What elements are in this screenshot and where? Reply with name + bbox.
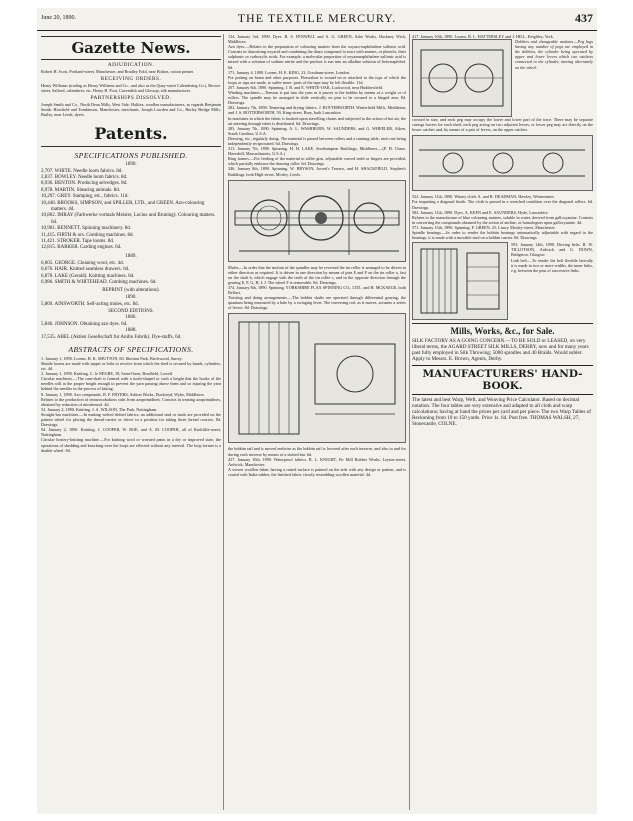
list-item: 6,870. LAKE (Gerald). Knitting machines. 6d. bbox=[41, 273, 135, 279]
abstract-paragraph: Relates to the production of tetrazocobaltous salts from azoprimidines. Consists in treating azoprimidines, obtained by reduction of nitrobenzol. 4d. bbox=[41, 396, 221, 407]
column-rule bbox=[409, 34, 410, 810]
page-number: 437 bbox=[575, 11, 593, 25]
dobby-text: Dobbies and changeable motions.—Peg lags having any number of pegs are employed in the dobbies, the cylinder being operated by upper and lower levers which two ratchets connected to the cylinder, moving alternately on the wheel. bbox=[515, 39, 593, 70]
engraving-illustration bbox=[229, 181, 405, 261]
spinning-paragraph: Spindle bearings.—In order to render the bobbin bearings automatically adjustable with regard to the bearings, it is made with a movable stud on a bobbin carrier. 8d. Drawings. bbox=[412, 230, 593, 241]
column-left bbox=[41, 34, 221, 812]
list-item: 5,869. AINSWORTH. Self-acting mules, etc. 8d. bbox=[41, 302, 139, 308]
dobby-continuation: crossed in size, and each peg may occupy the lower and lower part of the trace. There may be separate casings lowers for each shaft, each peg acting on two adjacent levers, or lower peg may act directly on the lower catches and, by means of a pair of levers, on the upper catches. bbox=[412, 117, 593, 133]
specification-entry: 571. January 13th, 1890. Spinning. F. GREEN, 25, Linwy Mosley-street, Manchester. bbox=[412, 224, 556, 230]
witney-paragraph: For imparting a diagonal finish. The cloth is passed in a stretched condition over the diagonal rollers. 6d. Drawings. bbox=[412, 199, 593, 210]
patent-list-1890 bbox=[41, 169, 221, 252]
engraving-illustration bbox=[229, 314, 405, 442]
mule-gearing-engraving bbox=[228, 180, 406, 262]
column-rule bbox=[223, 34, 224, 810]
gazette-news-heading: Gazette News. bbox=[41, 36, 221, 60]
specification-entry: 417. January 10th, 1890. Looms. R. L. HATTERSLEY and J. HILL, Keighley, York. bbox=[412, 34, 554, 39]
abstract-paragraph: Circular hosiery-knitting machine.—For knitting wool or worsted pants in a dry or improved state, the operations of shedding and knocking-over the loops are effected without any interval. The loop former is a double wheel. 8d. bbox=[41, 437, 221, 453]
receiving-orders-heading: RECEIVING ORDERS. bbox=[100, 76, 162, 83]
driving-paragraph: Link belt.—To render the belt flexible laterally it is made in two or more widths, the inner links, e.g. between the pins of successive links. bbox=[511, 257, 593, 273]
year-label: 1890. bbox=[125, 161, 137, 167]
list-item: 6,676. HAIR. Knitted seamless drawers. 6d. bbox=[41, 267, 130, 273]
list-item: SECOND EDITIONS. bbox=[108, 308, 154, 314]
driving-belts-text bbox=[511, 242, 593, 320]
manufacturers-handbook-heading: MANUFACTURERS' HAND-BOOK. bbox=[412, 365, 593, 395]
handbook-advert: The latest and best Warp, Weft, and Weaving Price Calculator. Based on decimal notation. The four tables are very extensive and adapted to all cloth and warp calculations; having at hand the prices per yard and per piece. The two Warp Tables of Reckoning from 10 to 150 yards. Price 1s. 6d. Post free. THOMAS WALSH, 27, Stonecastle, COLNE. bbox=[412, 397, 591, 428]
patent-list-1889 bbox=[41, 261, 221, 287]
list-item: 10,901. BENNETT. Spinning machinery. 8d. bbox=[41, 226, 131, 232]
adjudication-text: Robert H. Scott, Portland-street, Manchester, and Bradley Fold, near Bolton, cotton printer. bbox=[41, 69, 194, 74]
year-label: 1890. bbox=[125, 295, 137, 301]
abstract-paragraph: 2. January 1, 1890. Knitting. C. le NEGRE, 18, Saint-Ouen, Bradfield, Lowell. bbox=[41, 371, 174, 377]
partnerships-heading: PARTNERSHIPS DISSOLVED. bbox=[90, 95, 172, 102]
specification-entry: 437. January 10th, 1890. Waterproof fabrics. R. L. KNIGHT, Fir Mill Rubber Works, Leyton-street, Ardwick, Manchester. bbox=[228, 456, 406, 467]
abstract-paragraph: Circular machines.—The cam-shaft is formed with a tooth-shaped or such a height that the hooks of the needles will at the proper height enough to prevent the yarn passing above them and so injuring the yarn behind the needles in the process of kitting. bbox=[41, 376, 221, 392]
silk-factory-advert: SILK FACTORY AS A GOING CONCERN.—TO BE SOLD or LEASED, on very liberal terms, the AGARD STREET SILK MILLS, DERBY, now and for many years past fully employed in Silk Throwing; 5000 spindles and 40 Braids. Would sublet. Apply to Messrs. E. Brown, Agents, Derby. bbox=[412, 338, 589, 363]
list-item: 1888. bbox=[125, 328, 137, 334]
list-item: 1886. bbox=[125, 315, 137, 321]
waterproof-paragraph: A woven woollen fabric having a raised surface is painted on the side with any design or pattern, and is coated with India-rubber, the finished fabric closely resembling woollen material. 4d. bbox=[228, 466, 406, 477]
issue-date: June 20, 1890. bbox=[41, 15, 76, 21]
list-item: 12,815. BARKER. Carding engines. 6d. bbox=[41, 245, 122, 251]
specification-entry: 282. January 7th, 1890. Tentering and drying fabrics. J. BOTTERWORTH, Winterfield Mills, Middleton, and J. S. BOTTERWORTH, 59, King-street, Bury, both Lancashire. bbox=[228, 105, 406, 116]
list-item: 8,936. BENTON. Producing selvedges. 8d. bbox=[41, 181, 128, 187]
bobbin-frame-engraving bbox=[228, 313, 406, 443]
specification-entry: 346. January 8th, 1890. Spinning. W. BRYSON, Jowett's Terrace, and H. SHACKFIELD, Stephen's Buildings, both High-street, Morley, Leeds. bbox=[228, 166, 406, 177]
specification-entry: Winding machines.—Tension is put into the yarn as it passes to the bobbin by means of a weight or of rollers. The spindle may be arranged in slide vertically on pins to be secured to a hinged arm. 8d. Drawings. bbox=[228, 90, 406, 106]
list-item: 2,707. WHITE. Needle loom fabrics. 8d. bbox=[41, 168, 123, 174]
specification-entry: 522. January 11th, 1890. Witney cloth. A. and R. DEADMAN, Hawley, Westminster. bbox=[412, 194, 555, 200]
patents-heading: Patents. bbox=[41, 124, 221, 147]
list-item: 10,802. IMRAY (Farbwerke vormals Meister, Lucius und Bruning). Colouring matters. 6d. bbox=[41, 213, 216, 225]
mules-paragraph: Mules.—In order that the motion of the spindles may be reversed the tin roller is arranged to be driven in either direction as required. It is driven in one direction by means of pins E and F on the tin roller a, fast on the shaft b, which engage with the teeth of the tin roller c, and in the opposite direction through the gearing E, F, G, H, I, J. The wheel F is removable. 8d. Drawings. bbox=[228, 264, 406, 285]
list-item: 10,448. BROOKS, SIMPSON, and SPILLER, LTD., and GREEN. Azo-colouring matters. 4d. bbox=[41, 200, 205, 212]
list-item: 11,421. STROKER. Tape looms. 8d. bbox=[41, 239, 115, 245]
abstract-paragraph: 1. January 1, 1890. Looms. H. K. SHUTTON, 60, Ilkeston Park, Birchwood, Surrey. bbox=[41, 355, 183, 361]
abstract-paragraph: 52. January 2, 1890. Knitting. J. A. WILSON, The Park, Nottingham. bbox=[41, 406, 158, 412]
specification-entry: 171. January 4, 1890. Looms. H. E. KING, 23, Goodram-street, London. bbox=[228, 69, 350, 75]
twisting-paragraph: Twisting and doing arrangements.—The bobbin shafts are operated through differential gearing, the quantum being measured by a bale by a swinging lever. The traversing rod, as it moves, actuates a series of levers. 8d. Drawings. bbox=[228, 295, 406, 311]
abstract-paragraph: 94. January 2, 1890. Knitting. J. COOPER, W. ROE, and A. M. COOPER, all of Radcliffe-street, Nottingham. bbox=[41, 427, 221, 438]
specification-entry: 374. January 8th, 1890. Spinning. YORKSHIRE FLAX SPINNING CO., LTD., and H. MCKAEGE, both Belfast. bbox=[228, 285, 406, 296]
abstracts-heading: ABSTRACTS OF SPECIFICATIONS. bbox=[68, 344, 194, 354]
specification-entry: For putting on beam and other purposes. Horseshoe is wound on or attached to the tops of which the loops or taps are made, to suffer more: parts of the tape may be left flexible. 11d. bbox=[228, 74, 406, 85]
dobby-block bbox=[412, 39, 593, 117]
engraving-illustration bbox=[413, 243, 507, 319]
belt-block bbox=[412, 242, 593, 320]
list-item: 17,535. ABEL (Aktien Gesellschaft fur Anilin Fabrik). Dye-stuffs. 6d. bbox=[41, 334, 182, 340]
list-item: 10,297. GREY. Stamping, etc., fabrics. 11d. bbox=[41, 194, 129, 200]
column-middle bbox=[228, 34, 406, 812]
list-item: 6,986. SMITH & WHITEHEAD. Combing machines. 6d. bbox=[41, 280, 157, 286]
specification-entry: 134. January 3rd, 1890. Dyes. R. S. FENWELL and A. G. GREEN, Ashe Works, Hackney Wick, Middlesex. bbox=[228, 34, 406, 45]
engraving-illustration bbox=[413, 136, 592, 190]
specification-entry: 283. January 7th, 1890. Spinning. A. L. WASHBURN, W. SAUNDERS, and G. WHEELER, Aiken, South Carolina, U.S.A. bbox=[228, 125, 406, 136]
specification-entry: Ring frames.—For feeding of the material in roller gins, adjustable curved teeth or fingers are provided, which partially embrace the drawing roller. 6d. Drawings. bbox=[228, 156, 406, 167]
list-item: 6,605. GEORGE. Cleaning wool, etc. 4d. bbox=[41, 260, 124, 266]
specification-entry: In machines in which the fabric is hooked upon travelling chains and subjected to the action of hot air, the air entering through tubes is distributed. 6d. Drawings. bbox=[228, 115, 406, 126]
patent-list-other bbox=[41, 302, 221, 340]
adjudication-heading: ADJUDICATION. bbox=[107, 62, 155, 68]
specification-entry: 313. January 7th, 1890. Spinning. H. H. LAKE, Southampton Buildings, Middlesex.—(P. H. Chase, Haverhill, Massachusetts, U.S.A.) bbox=[228, 146, 406, 157]
receiving-orders-text: Henry Williams (trading as Henry Williams and Co., and also as the Quay-street Calendering Co.), Brown-street, Salford, calenderer, etc. Henry B. Foot, Cavendish and Glossop, silk manufacturer. bbox=[41, 83, 221, 94]
engraving-illustration bbox=[413, 40, 511, 116]
figure-note: the bobbin rail and is moved endwise as the bobbin rail is lowered after each traverse, and also to and fro during each traverse by means of a slotted bar. 6d. bbox=[228, 446, 406, 457]
abstract-paragraph: Straight-bar machines.—In making welted ribbed fabrics, an additional stud or studs are provided on the pattern wheel for placing the thread-carrier or driver in a position for taking three thread courses. 8d. Drawings. bbox=[41, 411, 221, 428]
newspaper-page bbox=[37, 8, 597, 814]
link-belt-engraving bbox=[412, 242, 508, 320]
column-right bbox=[412, 34, 593, 812]
specification-entry: 593. January 14th, 1890. Driving belts. R. W. TILLOTSON, Ardwick and G. DOWN, Bridgeton, Glasgow. bbox=[511, 242, 593, 258]
partnerships-text: Joseph Smith and Co., North Dean Mills, West Vale, Halifax, woollen manufacturers, as regards Benjamin Smith. Horsfield and Tomkinson, Manchester, merchants. Joseph Lowden and Co., Burley Bridge Mills, Burley, near Leeds, dyers. bbox=[41, 102, 221, 118]
specification-entry: 207. January 6th, 1890. Spinning. J. B. and E. WHITE-OAK, Lockwood, near Huddersfield. bbox=[228, 84, 384, 90]
year-label: 1889. bbox=[125, 253, 137, 259]
dobby-engraving bbox=[412, 39, 512, 117]
reprint-label: REPRINT (with alterations). bbox=[102, 288, 160, 294]
list-item: 8,978. MARTIN. Shearing animals. 8d. bbox=[41, 187, 120, 193]
specification-entry: Drawing, etc., regularly doing. The material is passed between rollers and a running table, each one being independently reciprocated. 6d. Drawings. bbox=[228, 135, 406, 146]
list-item: 5,846. JOHNSON. Obtaining azo dyes. 6d. bbox=[41, 321, 128, 327]
witney-cloth-engraving bbox=[412, 135, 593, 191]
specification-entry: 582. January 11th, 1890. Dyes. A. KEEN and E. SAUNDERS, Hyde, Lancashire. bbox=[412, 209, 549, 215]
specification-entry: Azo dyes.—Relates to the preparation of colouring matters from the oxyazo-naphthalene sulfonic acid. Consists in diazotising oxyacid and combining the diazo compound to react with amines, or phenols, their sulphonic or carboxylic acids. For example, a molecular proportion of oxyazonaphthalene sulfonic acid is mixed with a solution of sodium nitrite and the product is run into an alkaline solution of beta-naphthol. 6d. bbox=[228, 44, 406, 70]
list-item: 2,837. BOWLEY. Needle loom fabrics. 8d. bbox=[41, 174, 128, 180]
mills-for-sale-heading: Mills, Works, &c., for Sale. bbox=[412, 323, 593, 336]
dyes-paragraph: Relates to the manufacture of blue colouring matters, soluble in water, derived from gallocyanine. Consists in converting the compounds obtained by the action of aniline, or homologues upon gallocyanine. 4d. bbox=[412, 214, 593, 225]
abstract-paragraph: 8. January 1, 1890. Azo compounds. R. F. FRYERS, Ashton Works, Duckroyd, Wyke, Middleton. bbox=[41, 391, 205, 397]
specifications-heading: SPECIFICATIONS PUBLISHED. bbox=[74, 150, 188, 160]
list-item: 11,415. FIRTH & ors. Combing machines. 8d. bbox=[41, 232, 134, 238]
masthead bbox=[37, 8, 597, 31]
publication-title: THE TEXTILE MERCURY. bbox=[237, 11, 397, 25]
abstract-paragraph: Shuttle looms are made with tappet or hobs to revolve from which the shed is secured by bands, cylinders, etc. 4d. bbox=[41, 361, 221, 372]
